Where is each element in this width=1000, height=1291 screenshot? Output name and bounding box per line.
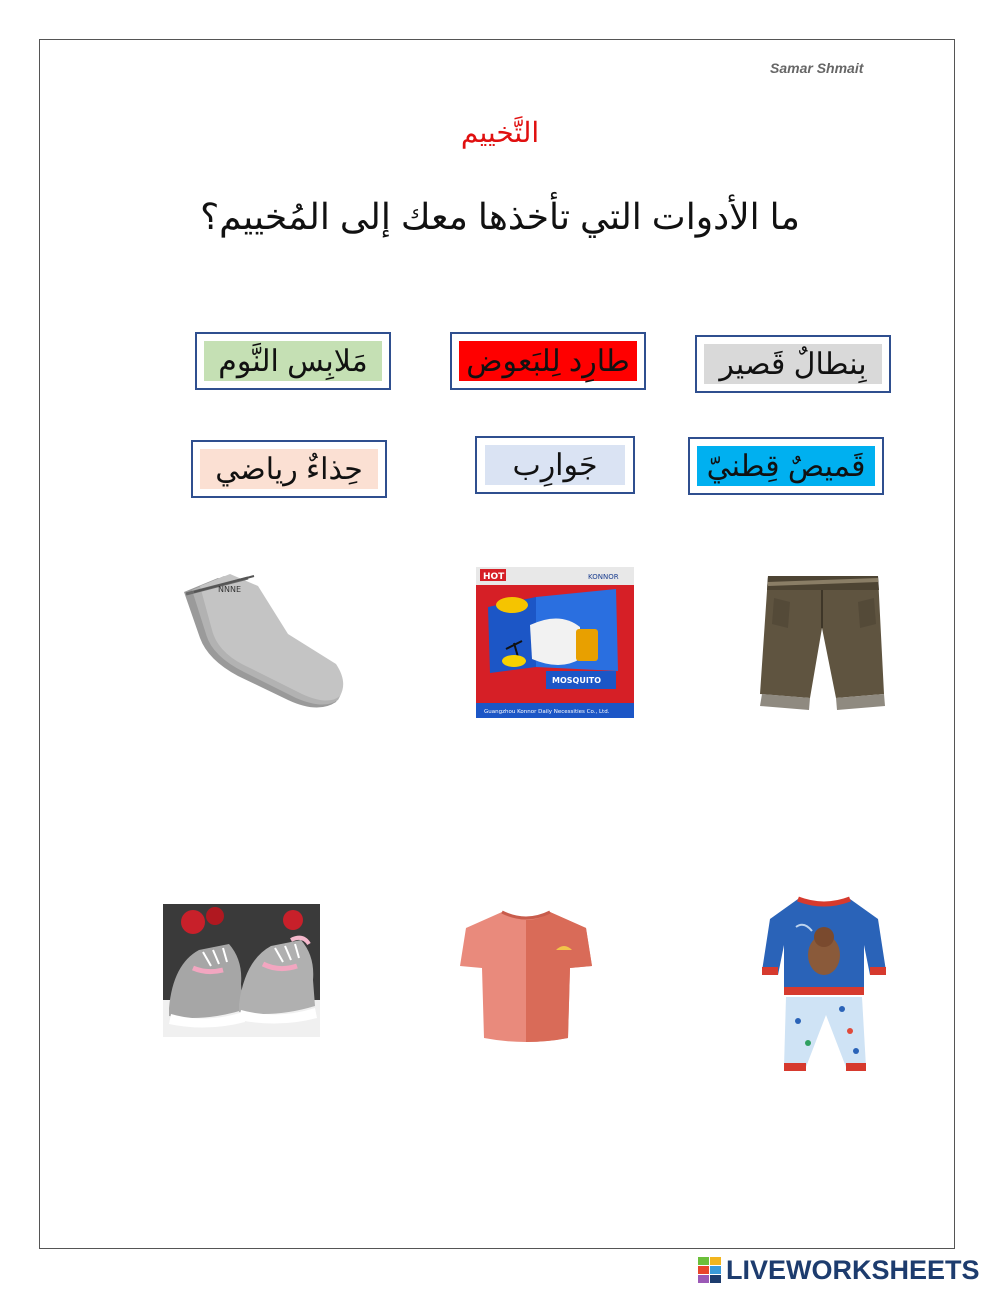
svg-text:NNNE: NNNE: [218, 585, 242, 594]
label-mosquito-repellent-text: طارِد لِلبَعوض: [459, 341, 637, 381]
label-sneakers[interactable]: [191, 440, 387, 498]
liveworksheets-logo: [698, 1255, 980, 1285]
sneakers-image[interactable]: [163, 904, 320, 1037]
label-socks[interactable]: [475, 436, 635, 494]
label-mosquito-repellent[interactable]: [450, 332, 646, 390]
label-shorts-text: بِنطالٌ قَصير: [704, 344, 882, 384]
mosquito-repellent-image[interactable]: [476, 567, 634, 718]
question-text: ما الأدوات التي تأخذها معك إلى المُخييم؟: [200, 196, 800, 237]
author-name: Samar Shmait: [770, 60, 864, 76]
worksheet-title: التَّخييم: [460, 118, 540, 149]
pajamas-image[interactable]: [762, 891, 886, 1077]
label-pajamas-text: مَلابِس النَّوم: [204, 341, 382, 381]
shorts-image[interactable]: [754, 568, 889, 713]
label-pajamas[interactable]: [195, 332, 391, 390]
label-shorts[interactable]: [695, 335, 891, 393]
liveworksheets-icon: [698, 1257, 722, 1283]
liveworksheets-logo-text: LIVEWORKSHEETS: [726, 1254, 980, 1285]
maker-name: Guangzhou Konnor Daily Necessities Co., Ltd.: [484, 709, 610, 715]
label-cotton-shirt[interactable]: [688, 437, 884, 495]
label-cotton-shirt-text: قَميصٌ قِطنيّ: [697, 446, 875, 486]
brand-name: KONNOR: [588, 573, 619, 581]
product-name: MOSQUITO: [552, 676, 602, 685]
label-socks-text: جَوارِب: [485, 445, 625, 485]
label-sneakers-text: حِذاءٌ رياضي: [200, 449, 378, 489]
socks-image[interactable]: [178, 568, 348, 716]
tshirt-image[interactable]: [458, 906, 594, 1046]
hot-badge: HOT: [483, 572, 505, 582]
